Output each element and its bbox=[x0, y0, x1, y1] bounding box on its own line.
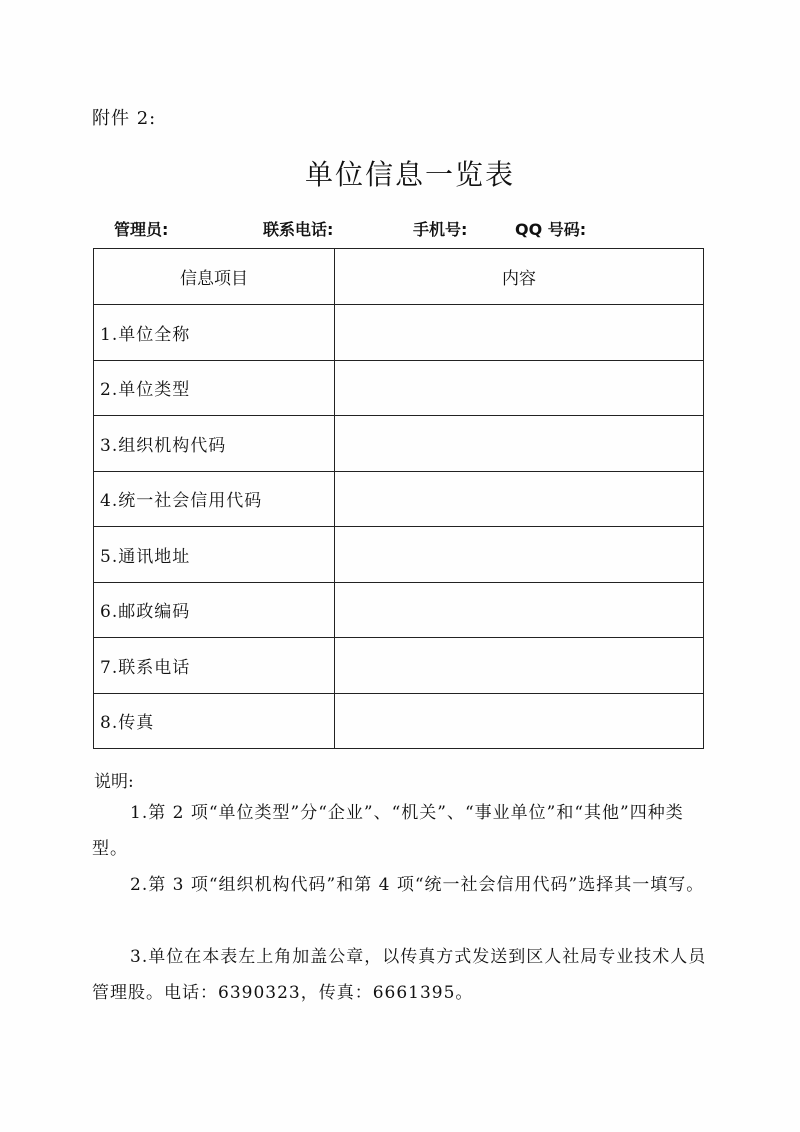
table-row bbox=[94, 638, 704, 694]
row-item-label: 6.邮政编码 bbox=[94, 582, 335, 638]
note-item: 3.单位在本表左上角加盖公章，以传真方式发送到区人社局专业技术人员管理股。电话：6390323，传真：6661395。 bbox=[92, 947, 707, 1003]
row-content-cell[interactable] bbox=[335, 471, 704, 527]
row-content-cell[interactable] bbox=[335, 416, 704, 472]
page-title: 单位信息一览表 bbox=[304, 157, 515, 191]
row-content-cell[interactable] bbox=[335, 638, 704, 694]
table-row bbox=[94, 305, 704, 361]
table-row bbox=[94, 471, 704, 527]
note-item: 2.第 3 项“组织机构代码”和第 4 项“统一社会信用代码”选择其一填写。 bbox=[130, 875, 705, 895]
row-item-label: 7.联系电话 bbox=[94, 638, 335, 694]
info-table bbox=[93, 248, 704, 749]
row-item-label: 8.传真 bbox=[94, 693, 335, 749]
mobile-field-label: 手机号: bbox=[413, 220, 468, 239]
column-header-item: 信息项目 bbox=[94, 249, 335, 305]
attachment-label: 附件 2: bbox=[92, 108, 157, 129]
contact-fields-line bbox=[0, 217, 800, 241]
row-item-label: 1.单位全称 bbox=[94, 305, 335, 361]
note-item: 1.第 2 项“单位类型”分“企业”、“机关”、“事业单位”和“其他”四种类型。 bbox=[92, 803, 684, 859]
row-content-cell[interactable] bbox=[335, 305, 704, 361]
row-item-label: 4.统一社会信用代码 bbox=[94, 471, 335, 527]
row-content-cell[interactable] bbox=[335, 582, 704, 638]
table-row bbox=[94, 693, 704, 749]
table-row bbox=[94, 527, 704, 583]
table-row bbox=[94, 416, 704, 472]
row-item-label: 5.通讯地址 bbox=[94, 527, 335, 583]
table-header-row bbox=[94, 249, 704, 305]
admin-field-label: 管理员: bbox=[114, 220, 169, 239]
row-content-cell[interactable] bbox=[335, 527, 704, 583]
phone-field-label: 联系电话: bbox=[263, 220, 334, 239]
table-row bbox=[94, 360, 704, 416]
notes-title: 说明: bbox=[94, 772, 134, 792]
table-row bbox=[94, 582, 704, 638]
qq-field-label: QQ 号码: bbox=[515, 220, 587, 239]
row-item-label: 3.组织机构代码 bbox=[94, 416, 335, 472]
row-content-cell[interactable] bbox=[335, 693, 704, 749]
row-item-label: 2.单位类型 bbox=[94, 360, 335, 416]
column-header-content: 内容 bbox=[335, 249, 704, 305]
row-content-cell[interactable] bbox=[335, 360, 704, 416]
